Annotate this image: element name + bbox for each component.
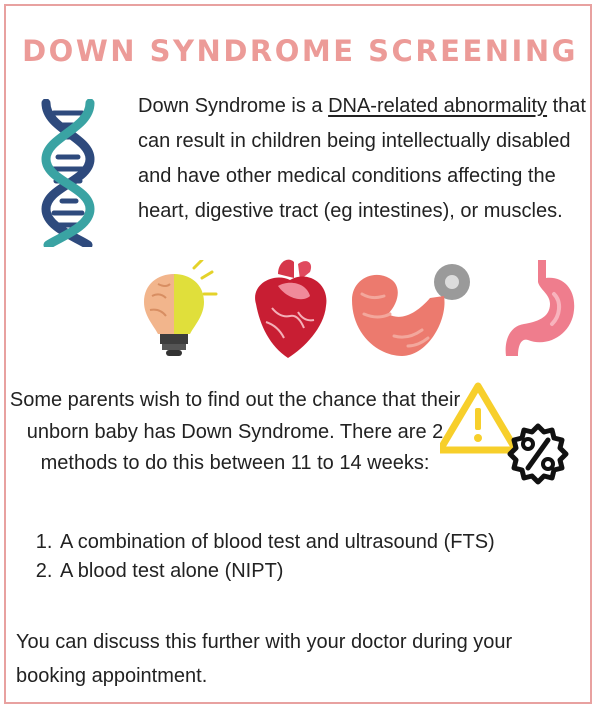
muscle-arm-icon xyxy=(348,260,480,365)
heart-icon xyxy=(248,256,332,365)
dna-abnormality-link[interactable]: DNA-related abnormality xyxy=(328,95,548,117)
screening-paragraph: Some parents wish to find out the chance that their unborn baby has Down Syndrome. There are 2 methods to do this between 11 to 14 weeks: xyxy=(9,389,461,474)
method-item-fts: 1. A combination of blood test and ultrasound (FTS) xyxy=(58,528,600,557)
warning-icon xyxy=(440,386,516,450)
intro-text-start: Down Syndrome is a xyxy=(138,95,329,117)
intro-text-end: that can result in children being intellectually disabled and have other medical conditions affecting the heart, digestive tract (eg intestines), or muscles. xyxy=(138,95,586,222)
risk-icons xyxy=(440,380,580,505)
intro-paragraph xyxy=(138,89,590,229)
screening-methods-list xyxy=(18,528,600,586)
closing-paragraph: You can discuss this further with your doctor during your booking appointment. xyxy=(16,631,513,687)
percent-badge-icon xyxy=(510,426,566,482)
condition-icons-row xyxy=(126,256,586,364)
stomach-icon xyxy=(498,256,578,365)
brain-lightbulb-icon xyxy=(132,260,228,365)
dna-icon xyxy=(36,99,100,252)
method-item-nipt: 2. A blood test alone (NIPT) xyxy=(58,557,600,586)
page-title: DOWN SYNDROME SCREENING xyxy=(22,34,578,68)
